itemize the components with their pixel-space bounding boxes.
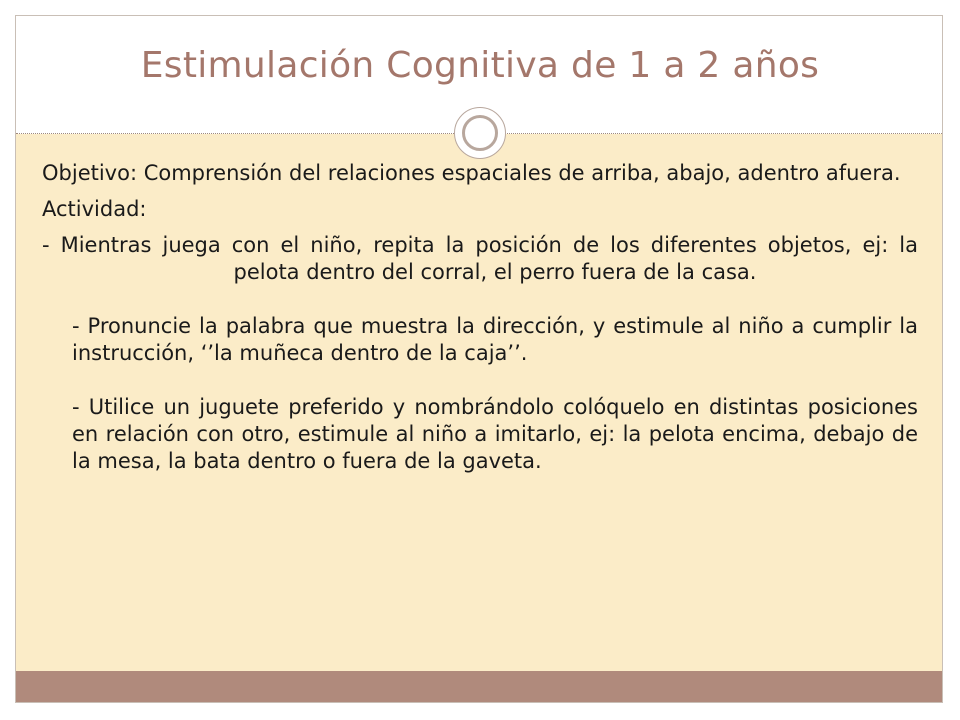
activity-item-2: - Pronuncie la palabra que muestra la dirección, y estimule al niño a cumplir la instrucción, ‘’la muñeca dentro de la caja’’. [72, 314, 918, 365]
ring-inner [462, 115, 498, 151]
activity-item-3: - Utilice un juguete preferido y nombrándolo colóquelo en distintas posiciones en relación con otro, estimule al niño a imitarlo, ej: la pelota encima, debajo de la mesa, la bata dentro o fuera de la gaveta. [72, 395, 918, 473]
slide-body [42, 160, 918, 475]
ring-icon [454, 107, 506, 159]
bottom-band [16, 671, 942, 702]
activity-item-1: - Mientras juega con el niño, repita la posición de los diferentes objetos, ej: la pelota dentro del corral, el perro fuera de la casa. [42, 233, 918, 284]
activity-label: Actividad: [42, 197, 147, 221]
objective-text: Objetivo: Comprensión del relaciones espaciales de arriba, abajo, adentro afuera. [42, 161, 901, 185]
slide-title: Estimulación Cognitiva de 1 a 2 años [140, 45, 820, 86]
